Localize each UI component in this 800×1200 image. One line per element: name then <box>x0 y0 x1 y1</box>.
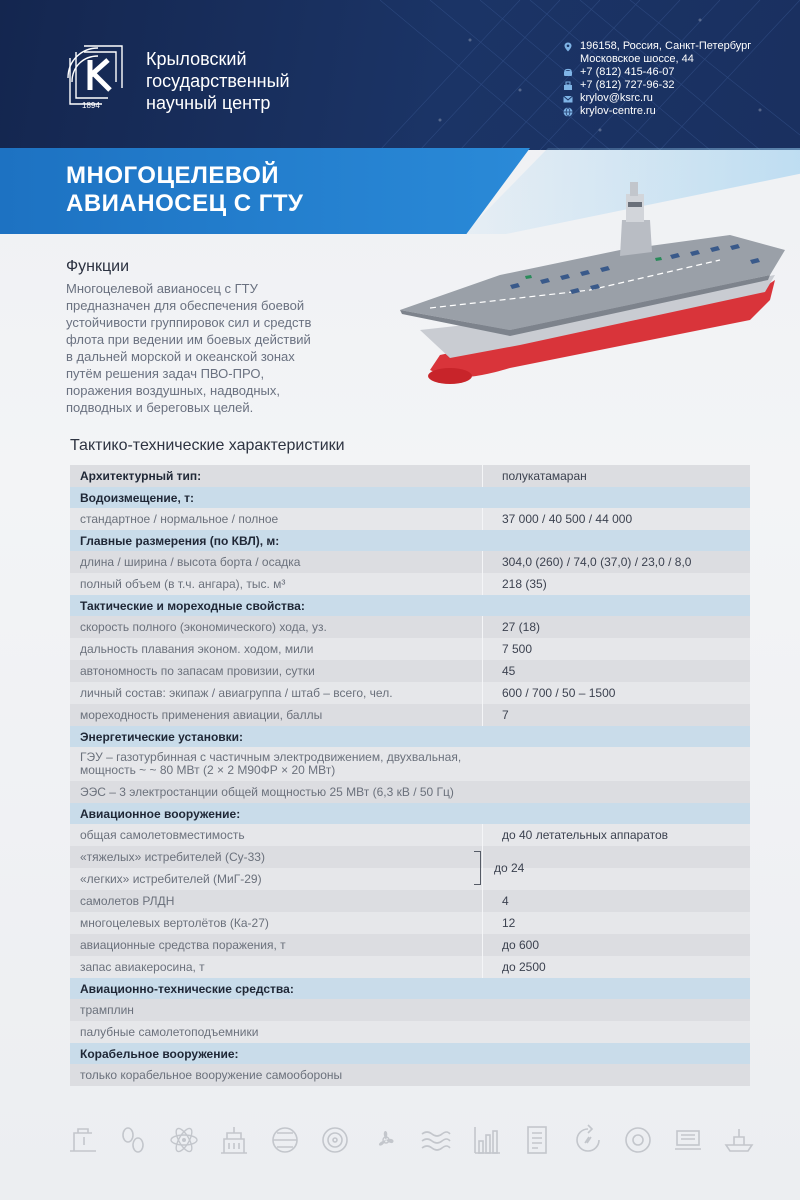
spec-label: многоцелевых вертолётов (Ка-27) <box>80 916 269 930</box>
spec-row <box>70 1021 750 1043</box>
spec-label: трамплин <box>80 1003 134 1017</box>
spec-label: «тяжелых» истребителей (Су-33) <box>80 850 265 864</box>
contact-fax <box>562 79 751 92</box>
org-name-line: государственный <box>146 71 290 91</box>
spec-value: 7 500 <box>502 642 533 656</box>
contacts <box>562 40 751 118</box>
location-pin-icon <box>562 41 574 53</box>
krylov-logo <box>62 38 132 110</box>
contact-text: 196158, Россия, Санкт-Петербург <box>580 40 752 52</box>
spec-value: 12 <box>502 916 516 930</box>
functions-line: устойчивости группировок сил и средств <box>66 315 312 330</box>
spec-row <box>70 660 750 682</box>
email-icon <box>562 93 574 105</box>
document-icon <box>520 1123 554 1157</box>
spec-row <box>70 890 750 912</box>
title-line: МНОГОЦЕЛЕВОЙ <box>66 162 279 189</box>
spec-row <box>70 465 750 487</box>
contact-text: +7 (812) 727-96-32 <box>580 79 675 91</box>
logo-year: 1894 <box>82 101 100 110</box>
spec-value: полукатамаран <box>502 469 587 483</box>
section-power <box>70 726 750 747</box>
contact-email[interactable] <box>562 92 751 105</box>
spec-value: 37 000 / 40 500 / 44 000 <box>502 512 633 526</box>
anchor-chain-icon <box>116 1123 150 1157</box>
phone-icon <box>562 67 574 79</box>
spec-label: личный состав: экипаж / авиагруппа / штаб – всего, чел. <box>80 686 393 700</box>
section-avtech <box>70 978 750 999</box>
propeller-icon <box>369 1123 403 1157</box>
gtu-line: мощность ~ ~ 80 МВт (2 × 2 М90ФР × 20 МВт) <box>80 763 336 777</box>
spec-value: 218 (35) <box>502 577 547 591</box>
gtu-text <box>70 747 471 777</box>
functions-line: Многоцелевой авианосец с ГТУ <box>66 281 258 296</box>
section-title: Энергетические установки: <box>80 729 244 744</box>
spec-row <box>70 704 750 726</box>
building-icon <box>217 1123 251 1157</box>
fax-icon <box>562 80 574 92</box>
spec-row <box>70 616 750 638</box>
contact-text: +7 (812) 415-46-07 <box>580 66 675 78</box>
spec-row <box>70 1064 750 1086</box>
bar-chart-icon <box>470 1123 504 1157</box>
spec-value: 7 <box>502 708 509 722</box>
functions-line: путём решения задач ПВО-ПРО, <box>66 366 265 381</box>
spec-row <box>70 638 750 660</box>
spec-row <box>70 551 750 573</box>
org-name-line: научный центр <box>146 93 271 113</box>
spec-row <box>70 868 750 890</box>
gtu-line: ГЭУ – газотурбинная с частичным электродвижением, двухвальная, <box>80 750 462 764</box>
contact-address <box>562 40 751 53</box>
spec-label: автономность по запасам провизии, сутки <box>80 664 315 678</box>
target-icon <box>318 1123 352 1157</box>
page-title <box>66 162 303 218</box>
spec-row-ees <box>70 781 750 803</box>
fighters-group <box>70 846 750 890</box>
section-title: Авиационное вооружение: <box>80 806 241 821</box>
section-displacement <box>70 487 750 508</box>
spec-label: авиационные средства поражения, т <box>80 938 286 952</box>
fighters-bracket <box>474 851 481 885</box>
contact-phone <box>562 66 751 79</box>
section-tactical <box>70 595 750 616</box>
spec-value: до 40 летательных аппаратов <box>502 828 669 842</box>
spec-label: Архитектурный тип: <box>80 469 202 483</box>
cycle-icon <box>571 1123 605 1157</box>
functions-line: предназначен для обеспечения боевой <box>66 298 305 313</box>
waves-icon <box>419 1123 453 1157</box>
spec-value: до 2500 <box>502 960 546 974</box>
spec-row <box>70 999 750 1021</box>
crane-icon <box>66 1123 100 1157</box>
organization-name <box>146 48 290 114</box>
aircraft-carrier-illustration <box>390 180 790 400</box>
section-title: Корабельное вооружение: <box>80 1046 239 1061</box>
globe-icon <box>562 106 574 118</box>
section-dimensions <box>70 530 750 551</box>
spec-row <box>70 573 750 595</box>
fighters-value: до 24 <box>494 861 525 875</box>
boat-icon <box>722 1123 756 1157</box>
header <box>0 0 800 150</box>
spec-value: 27 (18) <box>502 620 541 634</box>
spec-row-gtu <box>70 747 750 781</box>
spec-label: скорость полного (экономического) хода, уз. <box>80 620 327 634</box>
functions-line: в дальней морской и океанской зонах <box>66 349 295 364</box>
spec-row <box>70 956 750 978</box>
spec-row <box>70 846 750 868</box>
spec-value: 600 / 700 / 50 – 1500 <box>502 686 616 700</box>
ees-text: ЭЭС – 3 электростанции общей мощностью 25 МВт (6,3 кВ / 50 Гц) <box>80 785 454 799</box>
section-title: Авиационно-технические средства: <box>80 981 294 996</box>
functions-text <box>66 280 366 416</box>
spec-label: запас авиакеросина, т <box>80 960 205 974</box>
contact-address-line2 <box>562 53 751 66</box>
spec-row <box>70 824 750 846</box>
spec-label: только корабельное вооружение самообороны <box>80 1068 343 1082</box>
functions-heading: Функции <box>66 258 130 275</box>
section-title: Водоизмещение, т: <box>80 490 195 505</box>
spec-label: дальность плавания эконом. ходом, мили <box>80 642 314 656</box>
atom-icon <box>167 1123 201 1157</box>
title-line: АВИАНОСЕЦ С ГТУ <box>66 190 304 217</box>
specs-table <box>70 465 750 1086</box>
spec-label: длина / ширина / высота борта / осадка <box>80 555 301 569</box>
spec-value: до 600 <box>502 938 540 952</box>
specs-heading: Тактико-технические характеристики <box>70 437 345 454</box>
functions-line: поражения воздушных, надводных, <box>66 383 280 398</box>
spec-label: стандартное / нормальное / полное <box>80 512 279 526</box>
spec-label: «легких» истребителей (МиГ-29) <box>80 872 262 886</box>
spec-label: палубные самолетоподъемники <box>80 1025 259 1039</box>
contact-website[interactable] <box>562 105 751 118</box>
website-link[interactable]: krylov-centre.ru <box>580 105 656 117</box>
contact-text: Московское шоссе, 44 <box>580 53 694 65</box>
spec-row <box>70 508 750 530</box>
email-link[interactable]: krylov@ksrc.ru <box>580 92 653 104</box>
spec-label: полный объем (в т.ч. ангара), тыс. м³ <box>80 577 286 591</box>
functions-line: подводных и береговых целей. <box>66 400 254 415</box>
org-name-line: Крыловский <box>146 49 247 69</box>
spec-value: 4 <box>502 894 509 908</box>
spec-label: самолетов РЛДН <box>80 894 175 908</box>
spec-row <box>70 682 750 704</box>
ship-deck-icon <box>671 1123 705 1157</box>
spec-label: мореходность применения авиации, баллы <box>80 708 323 722</box>
spec-row <box>70 934 750 956</box>
section-aviation <box>70 803 750 824</box>
section-title: Тактические и мореходные свойства: <box>80 598 305 613</box>
turbine-icon <box>268 1123 302 1157</box>
section-ship-weapons <box>70 1043 750 1064</box>
spec-value: 45 <box>502 664 516 678</box>
section-title: Главные размерения (по КВЛ), м: <box>80 533 280 548</box>
spec-row <box>70 912 750 934</box>
functions-line: флота при ведении им боевых действий <box>66 332 311 347</box>
spec-label: общая самолетовместимость <box>80 828 245 842</box>
spec-value: 304,0 (260) / 74,0 (37,0) / 23,0 / 8,0 <box>502 555 692 569</box>
footer-icons <box>66 1120 756 1160</box>
fan-icon <box>621 1123 655 1157</box>
